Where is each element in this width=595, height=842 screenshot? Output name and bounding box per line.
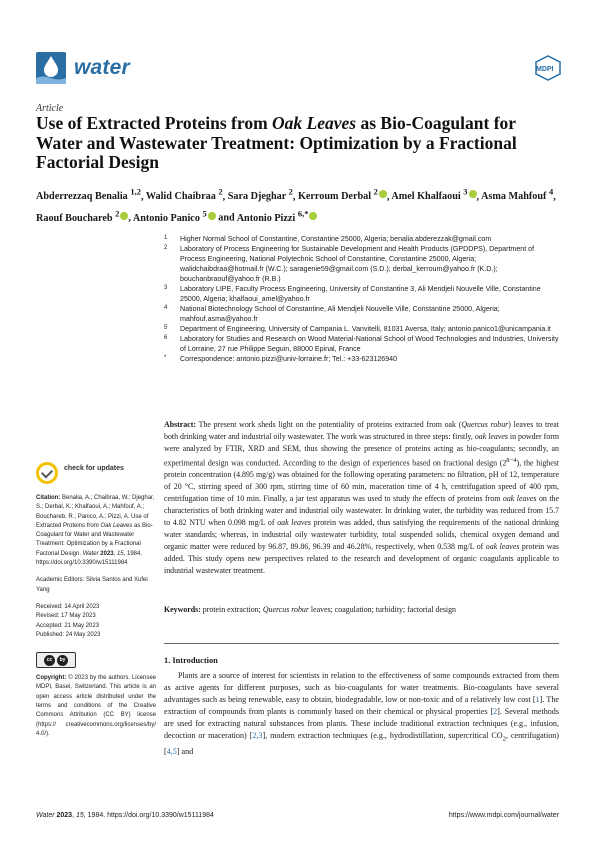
reference-link[interactable]: 2,3	[252, 731, 263, 741]
author[interactable]: Abderrezzaq Benalia $^{1,2}$	[36, 187, 141, 203]
article-title: Use of Extracted Proteins from Oak Leaves as Bio-Coagulant for Water and Wastewater Treatment: Optimization by a Fractional Factorial Design	[36, 113, 517, 172]
journal-url-link[interactable]: https://www.mdpi.com/journal/water	[448, 812, 559, 819]
publication-dates	[36, 603, 156, 640]
affiliation-item: 2 Laboratory of Process Engineering for Sustainable Development and Health Products (GPDDPS), Department of Process Engineering, National Polytechnic School of Constantine, Constantine 25000, Algeria; walidchaibdraa@hotmail.fr (W.C.); saragenie59@gmail.com (S.D.); derbal_kerroum@yahoo.fr (K.D.); bouchanbraouf@yahoo.fr (R.B.)	[164, 245, 535, 283]
author[interactable]: Kerroum Derbal $^2$	[298, 191, 387, 202]
publisher-name: MDPI	[536, 66, 554, 73]
received-date: Received: 14 April 2023	[36, 603, 100, 610]
published-date: Published: 24 May 2023	[36, 631, 101, 638]
reference-link[interactable]: 1	[535, 695, 540, 705]
citation: Citation: Benalia, A.; Chaibraa, W.; Djeghar, S.; Derbal, K.; Khalfaoui, A.; Mahfouf, A.; Bouchareb, R.; Panico, A.; Pizzi, A. Use of Extracted Proteins from Oak Leaves as Bio-Coagulant for Water and Wastewater Treatment: Optimization by a Fractional Factorial Design. Water 2023, 15, 1984. https://doi.org/10.3390/w15111984	[36, 495, 155, 567]
article-type: Article	[36, 103, 64, 114]
academic-editors: Academic Editors: Silvia Santos and Xufei Yang	[36, 577, 148, 593]
footer-citation[interactable]: Water 2023, 15, 1984. https://doi.org/10.3390/w15111984	[36, 812, 214, 819]
orcid-icon[interactable]	[379, 190, 387, 198]
revised-date: Revised: 17 May 2023	[36, 613, 96, 620]
journal-header	[36, 50, 563, 90]
check-updates-icon	[36, 462, 58, 484]
author[interactable]: Antonio Pizzi $^{6,*}$	[237, 213, 318, 224]
author[interactable]: Amel Khalfaoui $^3$	[391, 191, 476, 202]
section-heading: 1. Introduction	[164, 656, 218, 665]
author[interactable]: Sara Djeghar $^2$	[227, 187, 293, 203]
mdpi-logo-icon[interactable]	[533, 54, 563, 82]
cc-by-license-icon[interactable]: cc by	[36, 652, 76, 668]
affiliation-item: 6 Laboratory for Studies and Research on Wood Material-National School of Wood Technologies and Industries, University of Lorraine, 27 rue Philippe Seguin, 88000 Epinal, France	[164, 335, 559, 353]
affiliation-list	[164, 234, 559, 364]
check-updates-label: check for updates	[64, 465, 124, 472]
section-divider	[164, 643, 559, 644]
water-drop-logo-icon	[36, 52, 66, 84]
affiliation-item: 3 Laboratory LIPE, Faculty Process Engineering, University of Constantine 3, Ali Mendjeli Nouvelle Ville, Constantine 25000, Algeria; khalfaoui_amel@yahoo.fr	[164, 285, 541, 303]
affiliation-item: 4 National Biotechnology School of Constantine, Ali Mendjeli Nouvelle Ville, Constantine 25000, Algeria; mahfouf.asma@yahoo.fr	[164, 305, 500, 323]
author[interactable]: Antonio Panico $^5$	[133, 213, 216, 224]
author-list: Abderrezzaq Benalia $^{1,2}$, Walid Chaibraa $^2$, Sara Djeghar $^2$, Kerroum Derbal $^2$ , Amel Khalfaoui $^3$ , Asma Mahfouf $^4$, Raouf Bouchareb $^2$ , Antonio Panico $^5$ and Antonio Pizzi $^{6,*}$	[36, 187, 556, 224]
affiliation-item: 1 Higher Normal School of Constantine, Constantine 25000, Algeria; benalia.abderezzak@gmail.com	[164, 235, 492, 243]
orcid-icon[interactable]	[469, 190, 477, 198]
check-updates-button[interactable]	[36, 460, 156, 490]
copyright-notice: Copyright: © 2023 by the authors. Licensee MDPI, Basel, Switzerland. This article is an open access article distributed under the terms and conditions of the Creative Commons Attribution (CC BY) license (https:// creativecommons.org/licenses/by/ 4.0/).	[36, 675, 156, 737]
author[interactable]: Asma Mahfouf $^4$	[481, 187, 554, 203]
keywords: Keywords: protein extraction; Quercus robur leaves; coagulation; turbidity; factorial design	[164, 605, 456, 614]
reference-link[interactable]: 4,5	[166, 747, 177, 757]
author[interactable]: Walid Chaibraa $^2$	[145, 187, 223, 203]
orcid-icon[interactable]	[120, 212, 128, 220]
reference-link[interactable]: 2	[493, 707, 498, 717]
orcid-icon[interactable]	[309, 212, 317, 220]
intro-paragraph: Plants are a source of interest for scientists in relation to the effectiveness of some compounds extracted from them as active agents for different purposes, such as bio-coagulants for water treatments. Bio-coagulants have several advantages such as being renewable, easy to obtain, biodegradable, low or non-toxic and of a relatively low cost [1]. The extraction of compounds from plants is commonly based on their chemical or physical properties [2]. Several methods are used for extracting natural substances from plants. These include traditional extraction techniques (e.g., infusion, decoction or maceration) [2,3], modern extraction techniques (e.g., hydrodistillation, supercritical $CO_2$, centrifugation) [4,5] and	[164, 671, 560, 757]
article-sidebar	[36, 460, 156, 739]
author[interactable]: Raouf Bouchareb $^2$	[36, 213, 128, 224]
affiliation-item: 5 Department of Engineering, University of Campania L. Vanvitelli, 81031 Aversa, Italy; antonio.panico1@unicampania.it	[164, 325, 551, 333]
orcid-icon[interactable]	[208, 212, 216, 220]
journal-name[interactable]: water	[74, 56, 130, 79]
abstract: Abstract: The present work sheds light on the potentiality of proteins extracted from oak (Quercus robur) leaves to treat both drinking water and industrial oily wastewater. The work was structured in three steps: firstly, oak leaves in powder form were analyzed by FTIR, XRD and SEM, thus showing the presence of proteins acting as bio-coagulants; secondly, an experimental design was conducted. According to the design of experiences based on fractional design $(2^{8-4})$, the highest protein concentration (4.895 mg/g) was obtained for the following operating parameters: no filtration, pH of 12, temperature of 20 °C, stirring speed of 300 rpm, stirring time of 60 min, maceration time of 4 h, centrifugation speed of 400 rpm, centrifugation time of 10 min. Finally, a jar test apparatus was used to study the effects of proteins from oak leaves on the characteristics of both drinking water and industrial oily wastewater. In drinking water, the turbidity was reduced from 15.7 to 4.82 NTU when 0.098 mg/L of oak leaves protein was added, thus satisfying the requirements of the national drinking water standards; whereas, in industrial oily wastewater turbidity, total suspended solids, chemical oxygen demand and organic matter were reduced by 96.87, 89.86, 96.39 and 46.28%, respectively, when 0.538 mg/L of oak leaves protein was added. This study opens new perspectives related to the research and development of organic coagulants applicable to industrial wastewater treatment.	[164, 420, 559, 575]
accepted-date: Accepted: 21 May 2023	[36, 622, 100, 629]
correspondence: * Correspondence: antonio.pizzi@univ-lorraine.fr; Tel.: +33-623126940	[164, 355, 398, 363]
